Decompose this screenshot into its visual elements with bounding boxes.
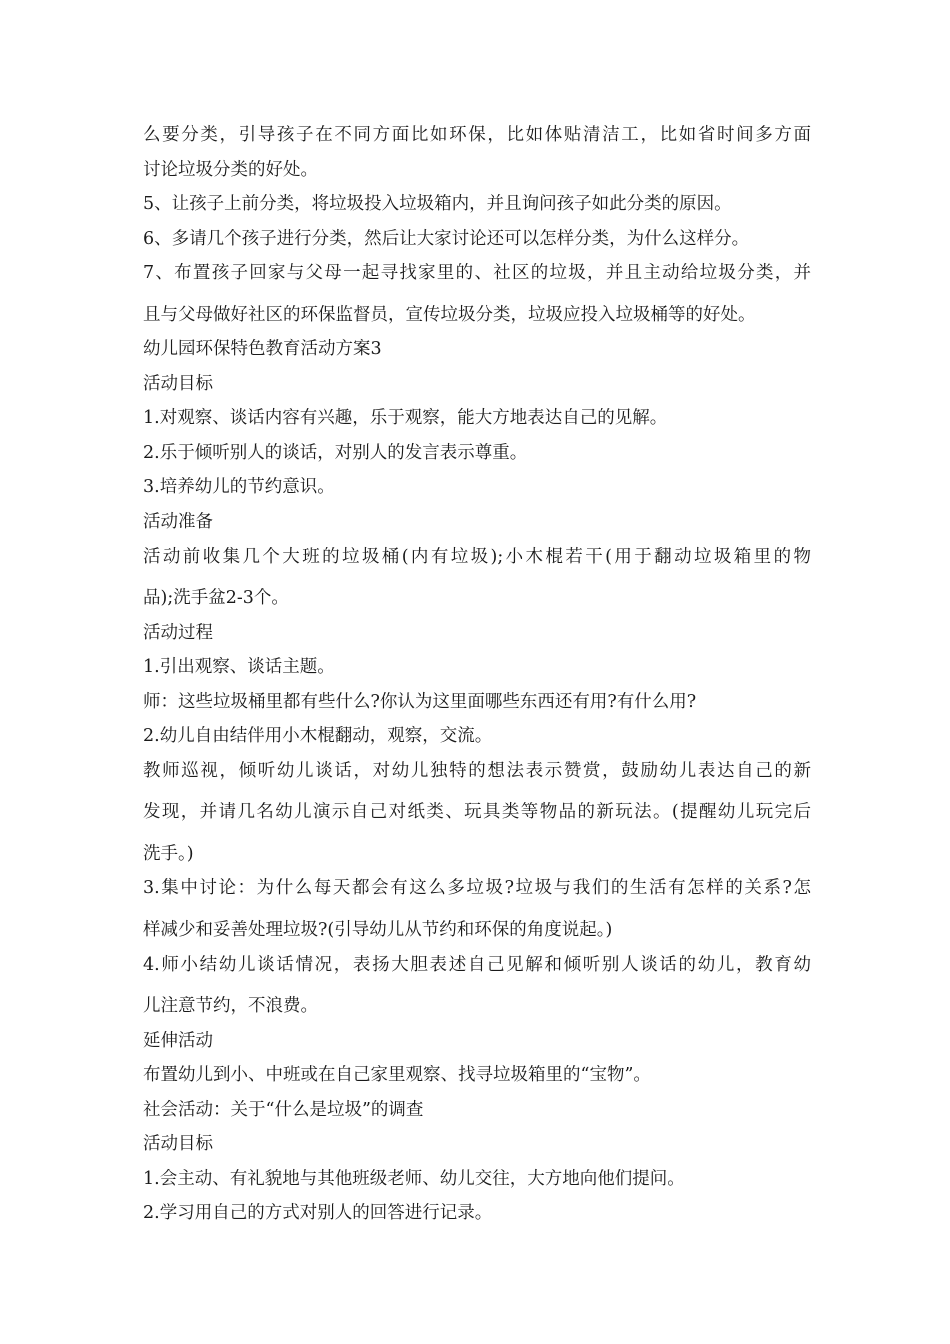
text-line: 1.会主动、有礼貌地与其他班级老师、幼儿交往，大方地向他们提问。 — [143, 1168, 685, 1189]
text-line: 活动前收集几个大班的垃圾桶(内有垃圾);小木棍若干(用于翻动垃圾箱里的物 — [143, 546, 811, 567]
text-line: 5、让孩子上前分类，将垃圾投入垃圾箱内，并且询问孩子如此分类的原因。 — [143, 194, 732, 215]
text-line: 么要分类，引导孩子在不同方面比如环保，比如体贴清洁工，比如省时间多方面 — [143, 125, 811, 145]
text-line: 4.师小结幼儿谈话情况，表扬大胆表述自己见解和倾听别人谈话的幼儿，教育幼 — [143, 954, 811, 975]
text-line: 品);洗手盆2-3个。 — [143, 588, 289, 609]
text-line: 洗手。) — [143, 843, 194, 864]
text-line: 且与父母做好社区的环保监督员，宣传垃圾分类，垃圾应投入垃圾桶等的好处。 — [143, 304, 756, 325]
text-line: 活动过程 — [143, 622, 213, 643]
text-line: 1.引出观察、谈话主题。 — [143, 657, 335, 678]
text-line: 社会活动：关于“什么是垃圾”的调查 — [143, 1099, 424, 1120]
text-line: 讨论垃圾分类的好处。 — [143, 159, 318, 180]
document-body — [143, 118, 811, 1231]
text-line: 6、多请几个孩子进行分类，然后让大家讨论还可以怎样分类，为什么这样分。 — [143, 228, 750, 249]
text-line: 样减少和妥善处理垃圾?(引导幼儿从节约和环保的角度说起。) — [143, 920, 613, 941]
text-line: 2.乐于倾听别人的谈话，对别人的发言表示尊重。 — [143, 442, 528, 463]
text-line: 7、布置孩子回家与父母一起寻找家里的、社区的垃圾，并且主动给垃圾分类，并 — [143, 263, 811, 284]
text-line: 3.集中讨论：为什么每天都会有这么多垃圾?垃圾与我们的生活有怎样的关系?怎 — [143, 878, 811, 899]
text-line: 活动目标 — [143, 1134, 213, 1155]
text-line: 3.培养幼儿的节约意识。 — [143, 477, 335, 498]
text-line: 布置幼儿到小、中班或在自己家里观察、找寻垃圾箱里的“宝物”。 — [143, 1065, 651, 1086]
text-line: 2.学习用自己的方式对别人的回答进行记录。 — [143, 1203, 493, 1224]
text-line: 1.对观察、谈话内容有兴趣，乐于观察，能大方地表达自己的见解。 — [143, 408, 668, 429]
text-line: 延伸活动 — [143, 1030, 213, 1051]
text-line: 2.幼儿自由结伴用小木棍翻动，观察，交流。 — [143, 726, 493, 747]
text-line: 活动目标 — [143, 373, 213, 394]
text-line: 儿注意节约，不浪费。 — [143, 996, 318, 1017]
text-line: 幼儿园环保特色教育活动方案3 — [143, 339, 382, 360]
text-line: 发现，并请几名幼儿演示自己对纸类、玩具类等物品的新玩法。(提醒幼儿玩完后 — [143, 802, 811, 823]
text-line: 教师巡视，倾听幼儿谈话，对幼儿独特的想法表示赞赏，鼓励幼儿表达自己的新 — [143, 760, 811, 781]
text-line: 师：这些垃圾桶里都有些什么?你认为这里面哪些东西还有用?有什么用? — [143, 691, 697, 712]
text-line: 活动准备 — [143, 512, 213, 533]
